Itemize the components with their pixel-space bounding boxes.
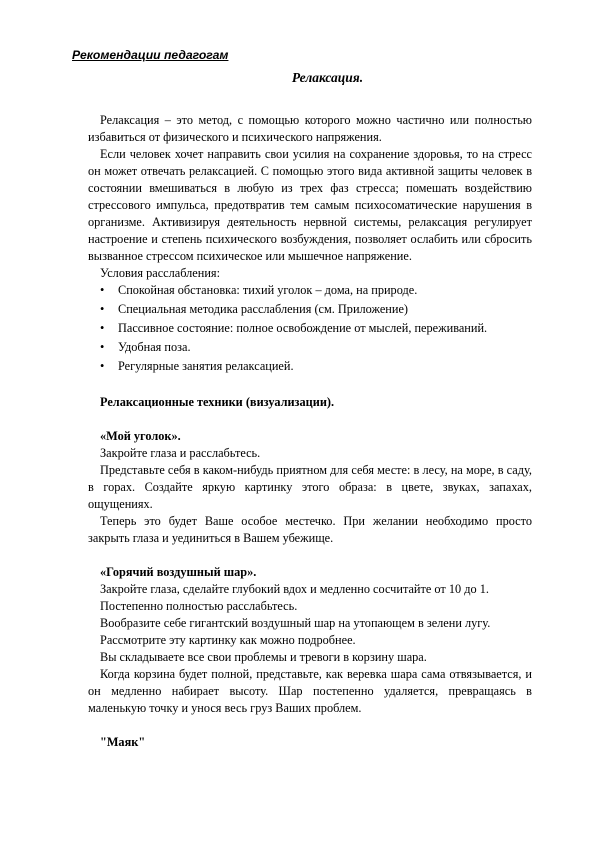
intro-paragraph: Релаксация – это метод, с помощью которого можно частично или полностью избавиться от физического и психического напряжения. [88, 113, 532, 144]
technique-line: Теперь это будет Ваше особое местечко. При желании необходимо просто закрыть глаза и уединиться в Вашем убежище. [88, 514, 532, 545]
bullet-icon: • [100, 321, 105, 335]
technique-title: «Горячий воздушный шар». [100, 565, 257, 579]
bullet-icon: • [100, 302, 105, 316]
technique-line: Закройте глаза и расслабьтесь. [100, 446, 261, 460]
list-item [88, 320, 532, 337]
conditions-title: Условия расслабления: [100, 266, 220, 280]
technique-line: Представьте себя в каком-нибудь приятном для себя месте: в лесу, на море, в саду, в горах. Создайте яркую картинку этого образа: в цвете, звуках, запахах, ощущениях. [88, 463, 532, 511]
bullet-icon: • [100, 340, 105, 354]
list-item-text: Удобная поза. [118, 340, 191, 354]
list-item-text: Регулярные занятия релаксацией. [118, 359, 294, 373]
list-item-text: Спокойная обстановка: тихий уголок – дома, на природе. [118, 283, 418, 297]
list-item [88, 301, 532, 318]
bullet-icon: • [100, 359, 105, 373]
technique-line: Вообразите себе гигантский воздушный шар на утопающем в зелени лугу. [100, 616, 491, 630]
technique-title: «Мой уголок». [100, 429, 181, 443]
technique-title: "Маяк" [100, 735, 146, 749]
document-title: Релаксация. [291, 70, 364, 85]
document-header: Рекомендации педагогам [72, 48, 229, 62]
technique-line: Закройте глаза, сделайте глубокий вдох и медленно сосчитайте от 10 до 1. [100, 582, 489, 596]
techniques-title: Релаксационные техники (визуализации). [100, 395, 335, 409]
list-item-text: Специальная методика расслабления (см. Приложение) [118, 302, 409, 316]
document-body [88, 112, 532, 751]
technique-line: Рассмотрите эту картинку как можно подробнее. [100, 633, 356, 647]
technique-line: Вы складываете все свои проблемы и тревоги в корзину шара. [100, 650, 427, 664]
technique-line: Когда корзина будет полной, представьте, как веревка шара сама отвязывается, и он медленно набирает высоту. Шар постепенно удаляется, превращаясь в маленькую точку и унося весь груз Ваших проблем. [88, 667, 532, 715]
list-item [88, 339, 532, 356]
conditions-list [88, 282, 532, 375]
list-item [88, 282, 532, 299]
technique-line: Постепенно полностью расслабьтесь. [100, 599, 298, 613]
intro-paragraph: Если человек хочет направить свои усилия на сохранение здоровья, то на стресс он может отвечать релаксацией. С помощью этого вида активной защиты человек в состоянии вмешиваться в любую из трех фаз стресса; помешать воздействию стрессового импульса, предотвратив тем самым психосоматические нарушения в организме. Активизируя деятельность нервной системы, релаксация регулирует настроение и степень психического возбуждения, позволяет ослабить или сбросить вызванное стрессом психическое или мышечное напряжение. [88, 147, 532, 263]
bullet-icon: • [100, 283, 105, 297]
list-item [88, 358, 532, 375]
list-item-text: Пассивное состояние: полное освобождение от мыслей, переживаний. [118, 321, 488, 335]
